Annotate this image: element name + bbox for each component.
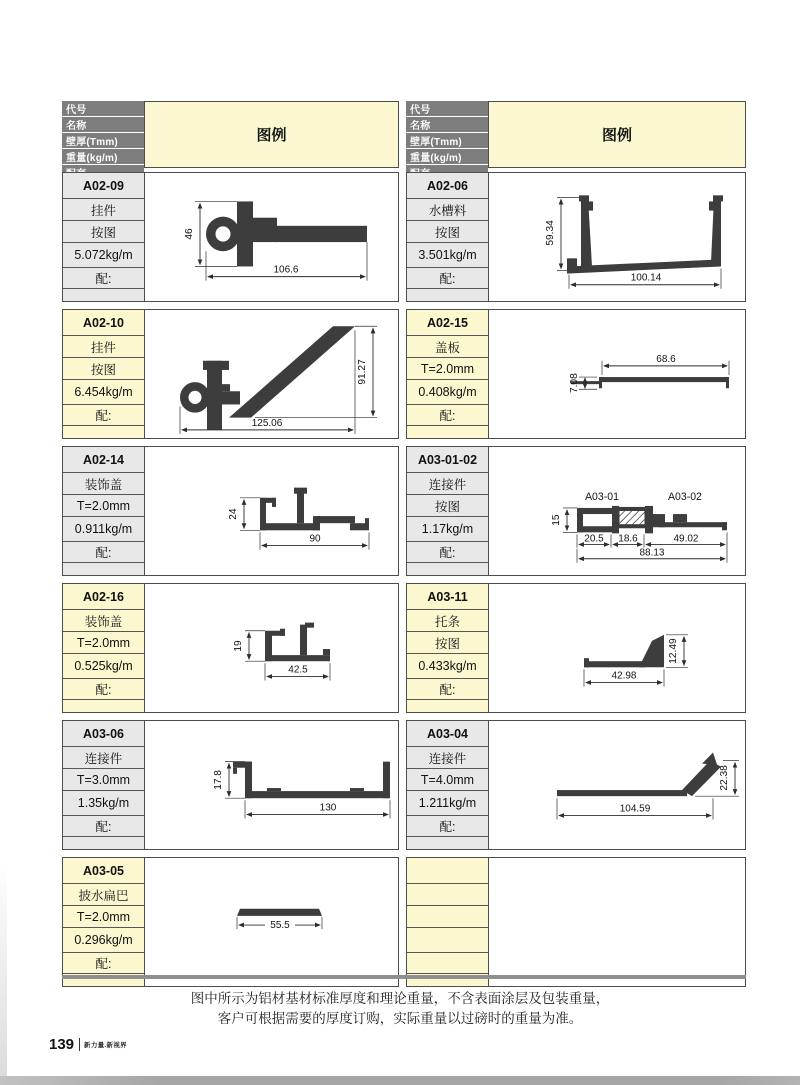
profile-row-a02-16: [62, 583, 399, 713]
profile-diagram: [489, 584, 745, 712]
profile-code: A03-01-02: [407, 447, 488, 473]
profile-name: 挂件: [63, 336, 144, 358]
profile-name: [407, 884, 488, 906]
label-filler: [63, 426, 144, 438]
header-cell-name: 名称: [62, 117, 144, 132]
header-label-column: [62, 101, 144, 168]
svg-text:90: 90: [309, 533, 321, 545]
profile-code: A02-16: [63, 584, 144, 610]
profile-diagram: [145, 447, 398, 575]
profile-weight: 0.911kg/m: [63, 517, 144, 542]
profile-match: 配:: [407, 816, 488, 837]
profile-diagram: [489, 721, 745, 849]
svg-text:15: 15: [551, 514, 562, 526]
footer-brand-slogan: 新力量.新视界: [84, 1042, 127, 1049]
profile-code: A03-04: [407, 721, 488, 747]
profile-weight: 1.35kg/m: [63, 791, 144, 816]
svg-text:91.27: 91.27: [357, 359, 368, 385]
footer-divider: [79, 1038, 80, 1051]
profile-labels: [407, 584, 489, 712]
profile-diagram: [145, 858, 398, 986]
profile-match: 配:: [63, 405, 144, 426]
profile-drawing-a03-05: [145, 858, 398, 986]
profile-weight: 0.525kg/m: [63, 654, 144, 679]
profile-weight: 0.408kg/m: [407, 380, 488, 405]
header-cell-thickness: 壁厚(Tmm): [62, 133, 144, 148]
profile-diagram-empty: [489, 858, 745, 986]
profile-match: 配:: [407, 268, 488, 289]
profile-diagram: [145, 584, 398, 712]
profile-code: A03-11: [407, 584, 488, 610]
profile-labels: [63, 447, 145, 575]
profile-match: 配:: [407, 679, 488, 700]
header-cell-weight: 重量(kg/m): [406, 149, 488, 164]
svg-text:12.49: 12.49: [668, 638, 679, 664]
profile-row-a02-06: [406, 172, 746, 302]
profile-row-a03-04: [406, 720, 746, 850]
profile-drawing-a03-01-02: [489, 447, 745, 575]
profile-diagram: [145, 721, 398, 849]
header-cell-weight: 重量(kg/m): [62, 149, 144, 164]
label-filler: [63, 563, 144, 575]
svg-text:A03-01: A03-01: [585, 490, 619, 503]
profile-name: 装饰盖: [63, 473, 144, 495]
profile-thickness: T=2.0mm: [63, 906, 144, 928]
profile-labels: [63, 310, 145, 438]
profile-name: 连接件: [63, 747, 144, 769]
profile-diagram: [489, 173, 745, 301]
label-filler: [407, 837, 488, 849]
profile-thickness: 按图: [407, 221, 488, 243]
table-right-column: [406, 101, 746, 987]
svg-text:18.6: 18.6: [618, 533, 638, 545]
profile-thickness: T=2.0mm: [63, 495, 144, 517]
footnote-line-2: 客户可根据需要的厚度订购，实际重量以过磅时的重量为准。: [217, 1011, 583, 1026]
profile-drawing-a02-16: [145, 584, 398, 712]
profile-row-a03-11: [406, 583, 746, 713]
profile-thickness: 按图: [63, 221, 144, 243]
profile-name: 盖板: [407, 336, 488, 358]
profile-labels: [407, 173, 489, 301]
profile-thickness: 按图: [407, 495, 488, 517]
profile-weight: 1.211kg/m: [407, 791, 488, 816]
svg-text:42.5: 42.5: [288, 664, 308, 676]
label-filler: [407, 426, 488, 438]
profile-diagram: [489, 310, 745, 438]
profile-thickness: T=2.0mm: [407, 358, 488, 380]
profile-name: 披水扁巴: [63, 884, 144, 906]
profile-diagram: [145, 173, 398, 301]
svg-text:59.34: 59.34: [545, 220, 556, 246]
profile-weight: 3.501kg/m: [407, 243, 488, 268]
label-filler: [63, 289, 144, 301]
svg-text:42.98: 42.98: [611, 670, 637, 682]
profile-weight: 1.17kg/m: [407, 517, 488, 542]
profile-drawing-a02-15: [489, 310, 745, 438]
label-filler: [407, 563, 488, 575]
table-left-column: [62, 101, 399, 987]
header-cell-code: 代号: [406, 101, 488, 116]
profile-row-a02-10: [62, 309, 399, 439]
profile-thickness: [407, 906, 488, 928]
svg-text:17.8: 17.8: [213, 770, 224, 790]
profile-row-a03-06: [62, 720, 399, 850]
profile-code: A03-05: [63, 858, 144, 884]
footnote-line-1: 图中所示为铝材基材标准厚度和理论重量，不含表面涂层及包装重量，: [190, 991, 610, 1006]
scan-edge-bottom: [0, 1076, 800, 1085]
profile-labels: [63, 173, 145, 301]
svg-text:22.38: 22.38: [719, 765, 730, 791]
profile-labels: [407, 310, 489, 438]
header-cell-name: 名称: [406, 117, 488, 132]
footnote: [0, 989, 800, 1029]
profile-match: 配:: [63, 542, 144, 563]
header-cell-code: 代号: [62, 101, 144, 116]
profile-weight: [407, 928, 488, 953]
profile-name: 连接件: [407, 747, 488, 769]
profile-thickness: 按图: [407, 632, 488, 654]
profile-drawing-a02-09: [145, 173, 398, 301]
profile-drawing-a02-14: [145, 447, 398, 575]
label-filler: [63, 700, 144, 712]
svg-text:A03-02: A03-02: [668, 490, 702, 503]
svg-text:68.6: 68.6: [656, 353, 676, 365]
profile-labels: [407, 721, 489, 849]
profile-code: A02-06: [407, 173, 488, 199]
profile-diagram: [145, 310, 398, 438]
profile-diagram: [489, 447, 745, 575]
svg-text:19: 19: [233, 640, 244, 652]
profile-name: 托条: [407, 610, 488, 632]
svg-text:106.6: 106.6: [273, 264, 299, 276]
profile-match: 配:: [63, 953, 144, 974]
profile-row-a03-05: [62, 857, 399, 987]
profile-code: A03-06: [63, 721, 144, 747]
spec-table: [62, 101, 746, 987]
scan-edge-left: [0, 860, 7, 1076]
profile-match: 配:: [63, 679, 144, 700]
profile-match: 配:: [407, 405, 488, 426]
header-cell-thickness: 壁厚(Tmm): [406, 133, 488, 148]
profile-row-a02-15: [406, 309, 746, 439]
svg-text:88.13: 88.13: [639, 547, 665, 559]
profile-thickness: T=3.0mm: [63, 769, 144, 791]
profile-drawing-a03-06: [145, 721, 398, 849]
profile-code: A02-14: [63, 447, 144, 473]
profile-weight: 5.072kg/m: [63, 243, 144, 268]
header-legend-cell: 图例: [488, 101, 746, 168]
header-label-column: [406, 101, 488, 168]
profile-drawing-a03-04: [489, 721, 745, 849]
label-filler: [407, 700, 488, 712]
table-header-right: [406, 101, 746, 168]
profile-name: 连接件: [407, 473, 488, 495]
profile-labels: [407, 858, 489, 986]
svg-text:125.06: 125.06: [251, 417, 283, 429]
profile-weight: 0.296kg/m: [63, 928, 144, 953]
profile-drawing-a02-10: [145, 310, 398, 438]
profile-match: [407, 953, 488, 974]
svg-text:104.59: 104.59: [619, 803, 651, 815]
profile-thickness: 按图: [63, 358, 144, 380]
profile-row-a02-14: [62, 446, 399, 576]
profile-name: 装饰盖: [63, 610, 144, 632]
table-bottom-border: [62, 975, 746, 979]
profile-labels: [63, 721, 145, 849]
profile-code: A02-15: [407, 310, 488, 336]
profile-code: A02-09: [63, 173, 144, 199]
profile-match: 配:: [407, 542, 488, 563]
svg-text:55.5: 55.5: [270, 920, 290, 932]
svg-text:24: 24: [228, 508, 239, 520]
svg-text:130: 130: [319, 802, 337, 814]
profile-thickness: T=4.0mm: [407, 769, 488, 791]
svg-text:20.5: 20.5: [584, 533, 604, 545]
profile-drawing-a02-06: [489, 173, 745, 301]
svg-text:46: 46: [184, 228, 195, 240]
svg-text:100.14: 100.14: [630, 272, 662, 284]
svg-text:49.02: 49.02: [673, 533, 699, 545]
profile-code: A02-10: [63, 310, 144, 336]
profile-row-a02-09: [62, 172, 399, 302]
profile-labels: [63, 584, 145, 712]
profile-weight: 0.433kg/m: [407, 654, 488, 679]
header-legend-cell: 图例: [144, 101, 399, 168]
profile-match: 配:: [63, 816, 144, 837]
profile-name: 水槽料: [407, 199, 488, 221]
profile-labels: [63, 858, 145, 986]
profile-row-empty: [406, 857, 746, 987]
table-header-left: [62, 101, 399, 168]
svg-text:7.08: 7.08: [569, 373, 580, 394]
profile-thickness: T=2.0mm: [63, 632, 144, 654]
page-number: 139: [49, 1036, 75, 1053]
page-footer: [49, 1036, 127, 1053]
label-filler: [407, 289, 488, 301]
profile-code: [407, 858, 488, 884]
profile-weight: 6.454kg/m: [63, 380, 144, 405]
profile-row-a03-01-02: [406, 446, 746, 576]
profile-drawing-a03-11: [489, 584, 745, 712]
profile-name: 挂件: [63, 199, 144, 221]
label-filler: [63, 837, 144, 849]
profile-labels: [407, 447, 489, 575]
profile-match: 配:: [63, 268, 144, 289]
